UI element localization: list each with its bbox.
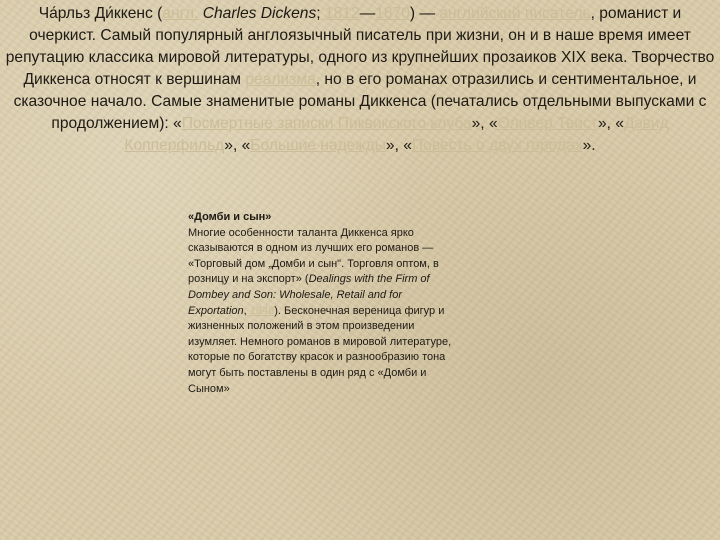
section-title: «Домби и сын» xyxy=(188,211,272,223)
link-oliver-twist[interactable]: Оливер Твист xyxy=(497,115,598,132)
link-english-language-abbrev[interactable]: англ. xyxy=(162,5,199,22)
text-fragment: », « xyxy=(471,115,498,132)
text-fragment: ». xyxy=(582,137,596,154)
text-fragment: ( xyxy=(152,5,163,22)
text-fragment: , но в его романах отразились и сентиментальное, и сказочное начало. Самые знаменитые романы Диккенса (печатались отдельными выпусками с продолжением): « xyxy=(13,71,707,132)
link-tale-of-two-cities[interactable]: Повесть о двух городах xyxy=(411,137,583,154)
author-name: Ча́рльз Ди́ккенс xyxy=(38,5,153,22)
dombey-and-son-section xyxy=(188,210,463,397)
text-fragment: , романист и очеркист. Самый популярный англоязычный писатель при жизни, он и в наше время имеет репутацию классика мировой литературы, одного из крупнейших прозаиков XIX века. Творчество Диккенса относят к вершинам xyxy=(5,5,715,88)
text-fragment: », « xyxy=(224,137,251,154)
link-death-year[interactable]: 1870 xyxy=(375,5,410,22)
text-fragment: », « xyxy=(385,137,412,154)
text-fragment: — xyxy=(359,5,376,22)
link-birth-year[interactable]: 1812 xyxy=(324,5,360,22)
text-fragment: , xyxy=(243,304,250,317)
text-fragment: », « xyxy=(597,115,624,132)
english-name: Charles Dickens xyxy=(198,5,317,22)
link-david-copperfield[interactable]: Дэвид Копперфильд xyxy=(124,115,669,154)
link-pickwick-papers[interactable]: Посмертные записки Пиквикского клуба xyxy=(181,115,472,132)
link-realism[interactable]: реализма xyxy=(245,71,316,88)
link-great-expectations[interactable]: Большие надежды xyxy=(250,137,386,154)
biography-paragraph xyxy=(4,3,716,157)
text-fragment: ) — xyxy=(409,5,440,22)
link-english[interactable]: английский xyxy=(439,5,521,22)
english-title: Dealings with the Firm of Dombey and Son: Wholesale, Retail and for Exportation xyxy=(188,273,430,317)
link-year-1848[interactable]: 1848 xyxy=(249,304,275,317)
link-writer[interactable]: писатель xyxy=(524,5,591,22)
text-fragment: ; xyxy=(316,5,325,22)
text-fragment: ). Бесконечная вереница фигур и жизненных положений в этом произведении изумляет. Немного романов в мировой литературе, которые по богатству красок и разнообразию тона могут быть поставлены в один ряд с «Домби и Сыном» xyxy=(188,304,452,395)
text-fragment: Многие особенности таланта Диккенса ярко сказываются в одном из лучших его романов — «Торговый дом „Домби и сын". Торговля оптом, в розницу и на экспорт» ( xyxy=(188,226,439,286)
